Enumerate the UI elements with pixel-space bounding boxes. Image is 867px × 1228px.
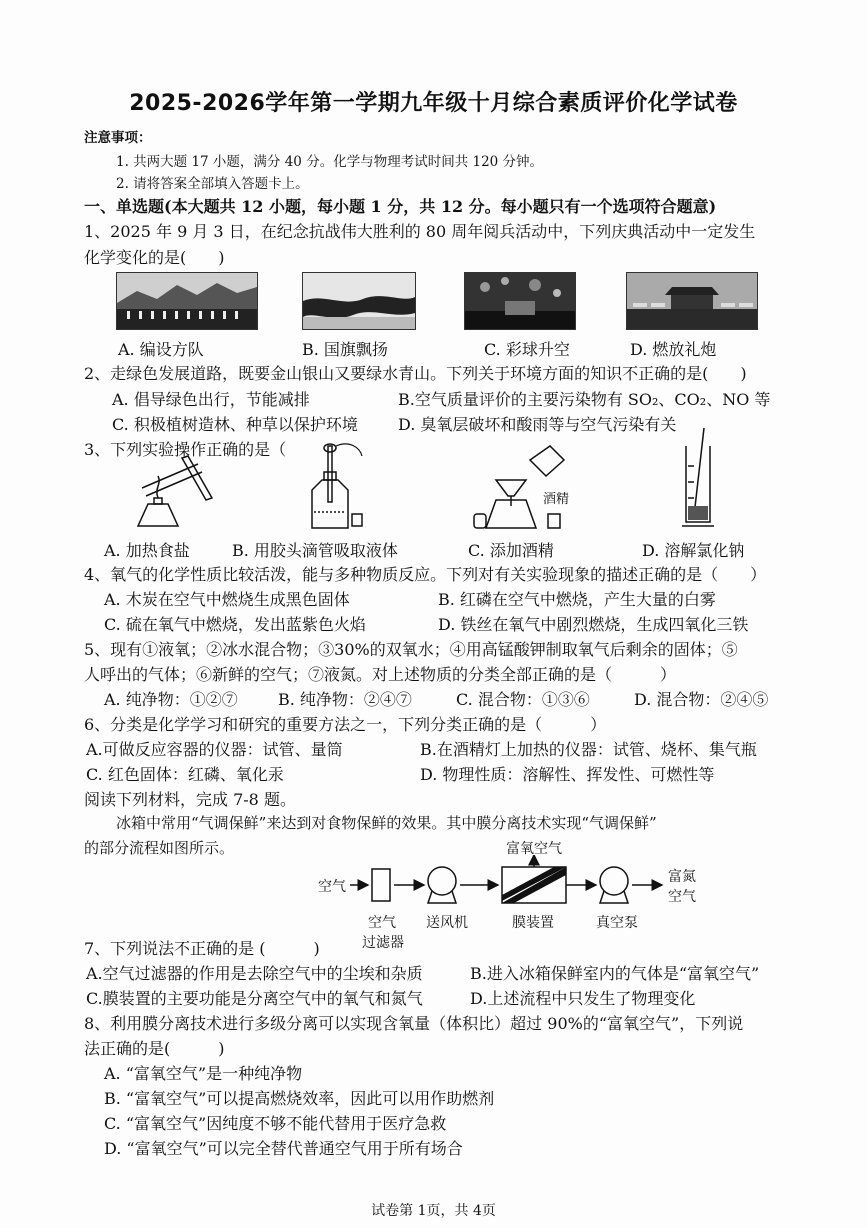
q7-option-c: C.膜装置的主要功能是分离空气中的氧气和氮气 — [86, 989, 423, 1008]
q4-stem: 4、氧气的化学性质比较活泼，能与多种物质反应。下列对有关实验现象的描述正确的是（ ） — [84, 565, 767, 584]
q1-stem-line1: 1、2025 年 9 月 3 日，在纪念抗战伟大胜利的 80 周年阅兵活动中，下列庆典活动中一定发生 — [84, 222, 756, 241]
q3-stem: 3、下列实验操作正确的是（ — [84, 440, 287, 459]
flow-right-output-line2: 空气 — [668, 889, 696, 905]
q8-option-b: B. “富氧空气”可以提高燃烧效率，因此可以用作助燃剂 — [104, 1089, 495, 1108]
diagram-adding-alcohol — [470, 440, 580, 534]
q5-stem-line1: 5、现有①液氧；②冰水混合物；③30%的双氧水；④用高锰酸钾制取氧气后剩余的固体；⑤ — [84, 640, 738, 659]
exam-title: 2025-2026学年第一学期九年级十月综合素质评价化学试卷 — [129, 91, 738, 116]
reading-line1: 冰箱中常用“气调保鲜”来达到对食物保鲜的效果。其中膜分离技术实现“气调保鲜” — [116, 814, 657, 832]
diagram-dropper — [300, 442, 370, 534]
flow-filter-label-line1: 空气 — [368, 915, 396, 931]
q7-option-b: B.进入冰箱保鲜室内的气体是“富氧空气” — [470, 964, 760, 983]
q5-option-d: D. 混合物：②④⑤ — [634, 690, 769, 709]
q1-stem-line2: 化学变化的是( ) — [84, 248, 225, 267]
flow-input-label: 空气 — [318, 879, 346, 895]
q6-option-c: C. 红色固体：红磷、氧化汞 — [86, 765, 284, 784]
q5-option-c: C. 混合物：①③⑥ — [456, 690, 590, 709]
reading-intro: 阅读下列材料，完成 7-8 题。 — [84, 790, 296, 809]
flow-filter-label-line2: 过滤器 — [362, 935, 404, 951]
diagram-dissolving-nacl — [674, 426, 722, 534]
q6-option-a: A.可做反应容器的仪器：试管、量筒 — [86, 740, 343, 759]
q8-stem-line2: 法正确的是( ) — [84, 1039, 225, 1058]
q3-option-d: D. 溶解氯化钠 — [642, 541, 745, 560]
q1-option-d: D. 燃放礼炮 — [630, 340, 717, 359]
photo-salute-cannons — [626, 272, 758, 330]
flow-membrane-label: 膜装置 — [512, 915, 554, 931]
q2-option-a: A. 倡导绿色出行，节能减排 — [112, 390, 310, 409]
q2-stem: 2、走绿色发展道路，既要金山银山又要绿水青山。下列关于环境方面的知识不正确的是( ) — [84, 364, 747, 383]
alcohol-label: 酒精 — [543, 492, 570, 507]
q1-option-b: B. 国旗飘扬 — [302, 340, 388, 359]
q8-option-c: C. “富氧空气”因纯度不够不能代替用于医疗急救 — [104, 1114, 447, 1133]
q1-option-c: C. 彩球升空 — [484, 340, 570, 359]
section-heading: 一、单选题(本大题共 12 小题，每小题 1 分，共 12 分。每小题只有一个选项符合题意) — [84, 197, 717, 216]
q4-option-b: B. 红磷在空气中燃烧，产生大量的白雾 — [438, 590, 716, 609]
q5-stem-line2: 人呼出的气体；⑥新鲜的空气；⑦液氮。对上述物质的分类全部正确的是（ ） — [84, 665, 677, 684]
photo-balloons-rising — [464, 272, 576, 330]
page-footer: 试卷第 1页，共 4页 — [371, 1203, 496, 1219]
q3-option-b: B. 用胶头滴管吸取液体 — [232, 541, 398, 560]
flow-blower-label: 送风机 — [426, 915, 468, 931]
q7-option-a: A.空气过滤器的作用是去除空气中的尘埃和杂质 — [86, 964, 423, 983]
photo-flag-waving — [302, 272, 416, 330]
q7-stem: 7、下列说法不正确的是 ( ) — [84, 939, 320, 958]
q8-stem-line1: 8、利用膜分离技术进行多级分离可以实现含氧量（体积比）超过 90%的“富氧空气”，下列说 — [84, 1014, 744, 1033]
reading-line2: 的部分流程如图所示。 — [84, 839, 235, 857]
diagram-heating-salt — [128, 448, 218, 534]
q4-option-a: A. 木炭在空气中燃烧生成黑色固体 — [104, 590, 350, 609]
q2-option-b: B.空气质量评价的主要污染物有 SO₂、CO₂、NO 等 — [398, 390, 771, 409]
q6-stem: 6、分类是化学学习和研究的重要方法之一，下列分类正确的是（ ） — [84, 715, 607, 734]
q5-option-b: B. 纯净物：②④⑦ — [278, 690, 412, 709]
q3-option-c: C. 添加酒精 — [468, 541, 554, 560]
q2-option-d: D. 臭氧层破坏和酸雨等与空气污染有关 — [398, 415, 677, 434]
q4-option-d: D. 铁丝在氧气中剧烈燃烧，生成四氧化三铁 — [438, 615, 749, 634]
q6-option-b: B.在酒精灯上加热的仪器：试管、烧杯、集气瓶 — [420, 740, 757, 759]
notes-heading: 注意事项： — [84, 130, 152, 146]
notes-item-2: 2. 请将答案全部填入答题卡上。 — [116, 176, 309, 192]
flow-pump-label: 真空泵 — [596, 915, 638, 931]
q1-option-a: A. 编设方队 — [118, 340, 204, 359]
q4-option-c: C. 硫在氧气中燃烧，发出蓝紫色火焰 — [104, 615, 366, 634]
q6-option-d: D. 物理性质：溶解性、挥发性、可燃性等 — [420, 765, 715, 784]
flow-top-output-label: 富氧空气 — [506, 841, 562, 857]
q8-option-a: A. “富氧空气”是一种纯净物 — [104, 1064, 303, 1083]
q7-option-d: D.上述流程中只发生了物理变化 — [470, 989, 696, 1008]
q2-option-c: C. 积极植树造林、种草以保护环境 — [112, 415, 358, 434]
q8-option-d: D. “富氧空气”可以完全替代普通空气用于所有场合 — [104, 1139, 463, 1158]
notes-item-1: 1. 共两大题 17 小题，满分 40 分。化学与物理考试时间共 120 分钟。 — [116, 154, 544, 170]
photo-marching-formation — [116, 272, 258, 330]
flow-right-output-line1: 富氮 — [668, 869, 696, 885]
q5-option-a: A. 纯净物：①②⑦ — [104, 690, 238, 709]
q3-option-a: A. 加热食盐 — [104, 541, 190, 560]
